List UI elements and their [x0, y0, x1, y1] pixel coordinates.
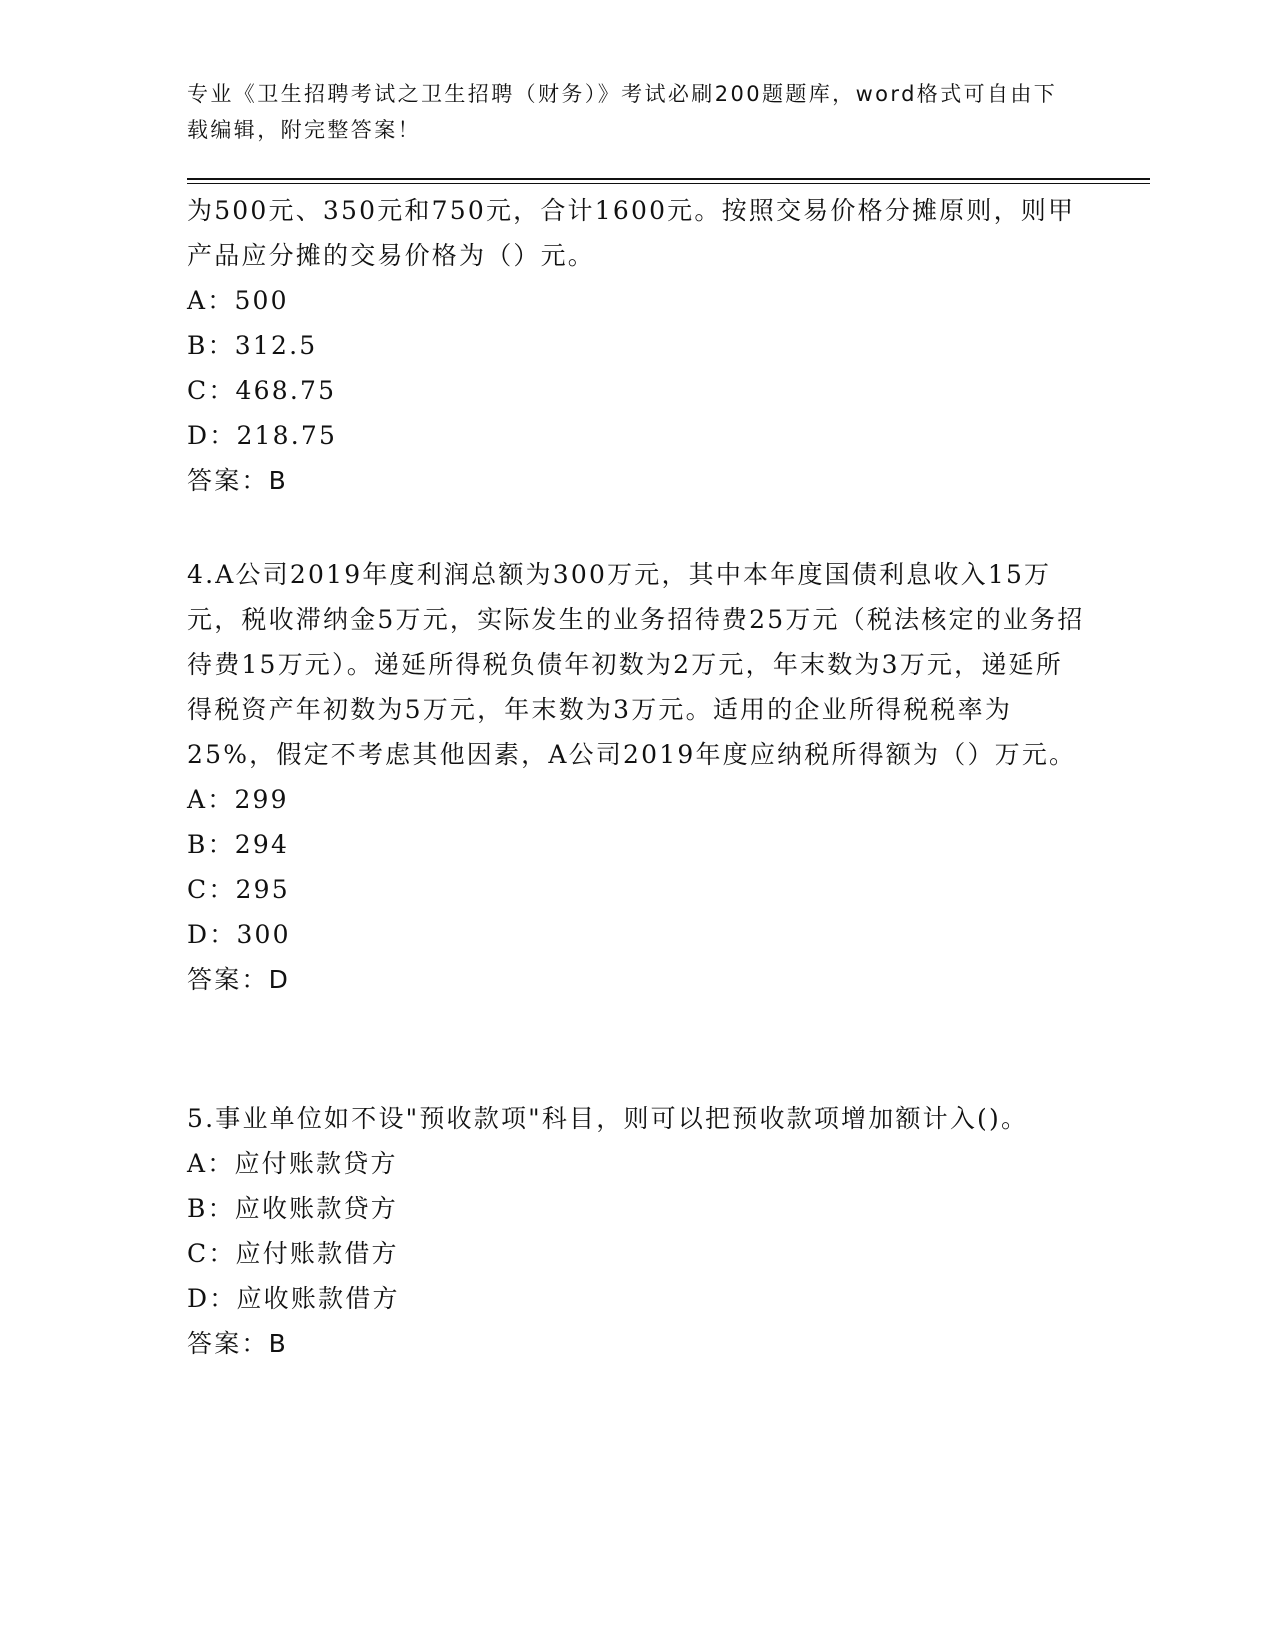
header-divider-thin — [187, 183, 1150, 184]
option-c: C：468.75 — [187, 376, 337, 405]
answer-line: 答案：B — [187, 466, 288, 495]
answer-line: 答案：B — [187, 1329, 288, 1358]
option-a: A：应付账款贷方 — [187, 1149, 398, 1178]
option-a: A：500 — [187, 286, 289, 315]
header-divider-thick — [187, 178, 1150, 180]
option-d: D：应收账款借方 — [187, 1284, 400, 1313]
question-4-block — [187, 552, 1087, 1003]
answer-line: 答案：D — [187, 965, 291, 994]
option-c: C：应付账款借方 — [187, 1239, 399, 1268]
option-d: D：218.75 — [187, 421, 338, 450]
question-3-block — [187, 188, 1087, 504]
option-a: A：299 — [187, 785, 289, 814]
option-b: B：应收账款贷方 — [187, 1194, 398, 1223]
option-c: C：295 — [187, 875, 290, 904]
question-5-block — [187, 1096, 1087, 1367]
option-d: D：300 — [187, 920, 291, 949]
question-stem: 为500元、350元和750元，合计1600元。按照交易价格分摊原则，则甲产品应分摊的交易价格为（）元。 — [187, 196, 1076, 270]
document-header: 专业《卫生招聘考试之卫生招聘（财务）》考试必刷200题题库，word格式可自由下载编辑，附完整答案！ — [187, 82, 1058, 142]
question-stem: 5.事业单位如不设"预收款项"科目，则可以把预收款项增加额计入()。 — [187, 1104, 1029, 1133]
option-b: B：294 — [187, 830, 290, 859]
option-b: B：312.5 — [187, 331, 318, 360]
question-stem: 4.A公司2019年度利润总额为300万元，其中本年度国债利息收入15万元，税收滞纳金5万元，实际发生的业务招待费25万元（税法核定的业务招待费15万元）。递延所得税负债年初数为2万元，年末数为3万元，递延所得税资产年初数为5万元，年末数为3万元。适用的企业所得税税率为25%，假定不考虑其他因素，A公司2019年度应纳税所得额为（）万元。 — [187, 560, 1085, 769]
